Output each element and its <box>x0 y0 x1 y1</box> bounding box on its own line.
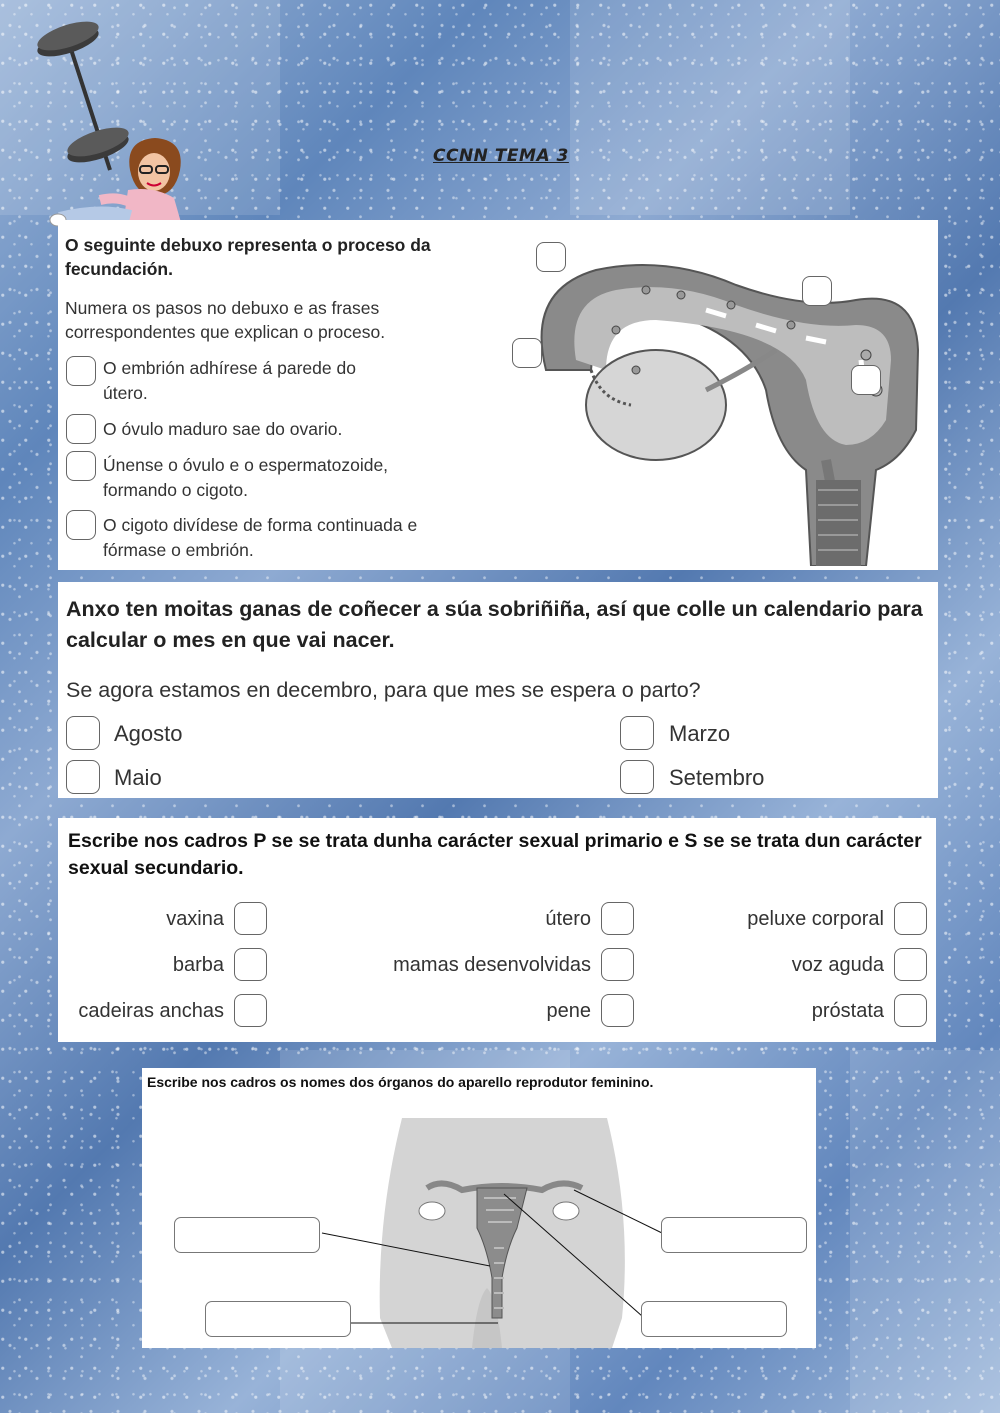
step-text-2: O óvulo maduro sae do ovario. <box>103 419 343 439</box>
diagram-label-box-1[interactable] <box>536 242 566 272</box>
step-checkbox-1[interactable] <box>66 356 96 386</box>
sexual-characteristics-heading: Escribe nos cadros P se se trata dunha carácter sexual primario e S se se trata dun carácter sexual secundario. <box>68 830 922 879</box>
organ-label-field-3[interactable] <box>661 1217 807 1253</box>
birth-month-question: Se agora estamos en decembro, para que mes se espera o parto? <box>66 678 701 702</box>
sexual-characteristics-panel <box>58 818 936 1042</box>
term-peluxe-corporal: peluxe corporal <box>747 908 884 930</box>
page-title: CCNN TEMA 3 <box>433 146 569 166</box>
term-box-mamas-desenvolvidas[interactable] <box>601 948 634 981</box>
term-voz-aguda: voz aguda <box>791 954 884 976</box>
term-mamas-desenvolvidas: mamas desenvolvidas <box>393 954 591 976</box>
step-checkbox-3[interactable] <box>66 451 96 481</box>
term-box-prostata[interactable] <box>894 994 927 1027</box>
barbell-icon <box>34 20 132 170</box>
avatar-with-barbell-icon <box>30 20 210 235</box>
fecundation-instruction: Numera os pasos no debuxo e as frases correspondentes que explican o proceso. <box>65 298 386 342</box>
step-checkbox-4[interactable] <box>66 510 96 540</box>
reproductive-organs-heading: Escribe nos cadros os nomes dos órganos do aparello reprodutor feminino. <box>147 1074 654 1090</box>
term-box-utero[interactable] <box>601 902 634 935</box>
term-box-vaxina[interactable] <box>234 902 267 935</box>
bg-tile <box>850 1050 1000 1413</box>
term-box-cadeiras-anchas[interactable] <box>234 994 267 1027</box>
term-prostata: próstata <box>811 1000 884 1022</box>
option-label-setembro: Setembro <box>669 765 765 790</box>
organ-label-field-4[interactable] <box>641 1301 787 1337</box>
organ-label-field-2[interactable] <box>205 1301 351 1337</box>
option-checkbox-agosto[interactable] <box>66 716 100 750</box>
option-label-maio: Maio <box>114 765 162 790</box>
diagram-label-box-4[interactable] <box>851 365 881 395</box>
term-box-peluxe-corporal[interactable] <box>894 902 927 935</box>
step-checkbox-2[interactable] <box>66 414 96 444</box>
reproductive-organs-panel <box>142 1068 816 1348</box>
fecundation-heading: O seguinte debuxo representa o proceso da fecundación. <box>65 235 431 279</box>
uterus-diagram <box>506 230 926 566</box>
option-checkbox-setembro[interactable] <box>620 760 654 794</box>
term-vaxina: vaxina <box>166 908 224 930</box>
option-checkbox-marzo[interactable] <box>620 716 654 750</box>
term-cadeiras-anchas: cadeiras anchas <box>78 1000 224 1022</box>
term-utero: útero <box>545 908 591 930</box>
step-text-4: O cigoto divídese de forma continuada e fórmase o embrión. <box>103 515 418 560</box>
step-text-3: Únense o óvulo e o espermatozoide, formando o cigoto. <box>103 455 389 500</box>
birth-month-panel <box>58 582 938 798</box>
term-pene: pene <box>546 1000 591 1022</box>
term-box-barba[interactable] <box>234 948 267 981</box>
option-label-agosto: Agosto <box>114 721 183 746</box>
step-text-1: O embrión adhírese á parede do útero. <box>103 358 356 403</box>
bg-tile <box>570 0 850 215</box>
birth-month-heading: Anxo ten moitas ganas de coñecer a súa sobriñiña, así que colle un calendario para calcular o mes en que vai nacer. <box>66 597 923 652</box>
diagram-label-box-3[interactable] <box>512 338 542 368</box>
diagram-label-box-2[interactable] <box>802 276 832 306</box>
option-label-marzo: Marzo <box>669 721 731 746</box>
term-box-pene[interactable] <box>601 994 634 1027</box>
fecundation-panel <box>58 220 938 570</box>
term-box-voz-aguda[interactable] <box>894 948 927 981</box>
term-barba: barba <box>172 954 224 976</box>
organ-label-field-1[interactable] <box>174 1217 320 1253</box>
option-checkbox-maio[interactable] <box>66 760 100 794</box>
